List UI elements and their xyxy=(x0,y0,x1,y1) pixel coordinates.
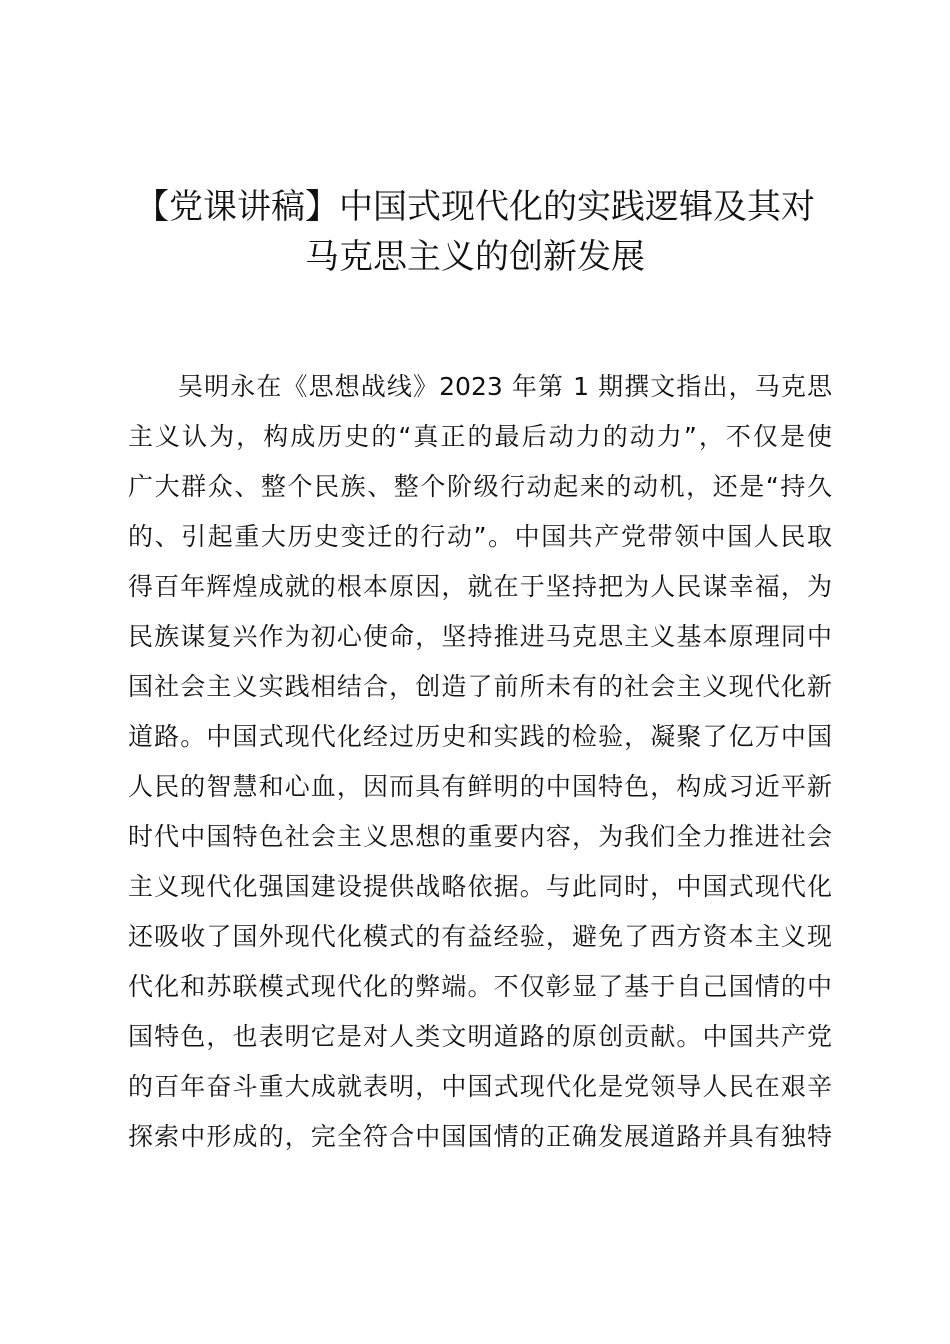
body-line: 的、引起重大历史变迁的行动”。中国共产党带领中国人民取 xyxy=(128,522,832,551)
body-line: 探索中形成的，完全符合中国国情的正确发展道路并具有独特 xyxy=(128,1122,832,1151)
body-line: 还吸收了国外现代化模式的有益经验，避免了西方资本主义现 xyxy=(128,922,832,951)
body-line: 主义认为，构成历史的“真正的最后动力的动力”，不仅是使 xyxy=(128,422,832,451)
body-line: 广大群众、整个民族、整个阶级行动起来的动机，还是“持久 xyxy=(128,472,832,501)
body-line: 主义现代化强国建设提供战略依据。与此同时，中国式现代化 xyxy=(128,872,832,901)
body-paragraph xyxy=(128,362,832,1162)
title-line: 马克思主义的创新发展 xyxy=(305,237,645,277)
title-line: 【党课讲稿】中国式现代化的实践逻辑及其对 xyxy=(135,187,815,227)
body-line: 人民的智慧和心血，因而具有鲜明的中国特色，构成习近平新 xyxy=(128,772,832,801)
body-line: 得百年辉煌成就的根本原因，就在于坚持把为人民谋幸福，为 xyxy=(128,572,832,601)
body-line: 时代中国特色社会主义思想的重要内容，为我们全力推进社会 xyxy=(128,822,832,851)
body-line: 的百年奋斗重大成就表明，中国式现代化是党领导人民在艰辛 xyxy=(128,1072,832,1101)
body-line: 代化和苏联模式现代化的弊端。不仅彰显了基于自己国情的中 xyxy=(128,972,832,1001)
body-line: 道路。中国式现代化经过历史和实践的检验，凝聚了亿万中国 xyxy=(128,722,832,751)
body-line: 民族谋复兴作为初心使命，坚持推进马克思主义基本原理同中 xyxy=(128,622,832,651)
document-title xyxy=(110,182,840,282)
body-line: 吴明永在《思想战线》2023 年第 1 期撰文指出，马克思 xyxy=(178,372,832,401)
body-line: 国特色，也表明它是对人类文明道路的原创贡献。中国共产党 xyxy=(128,1022,832,1051)
body-line: 国社会主义实践相结合，创造了前所未有的社会主义现代化新 xyxy=(128,672,832,701)
